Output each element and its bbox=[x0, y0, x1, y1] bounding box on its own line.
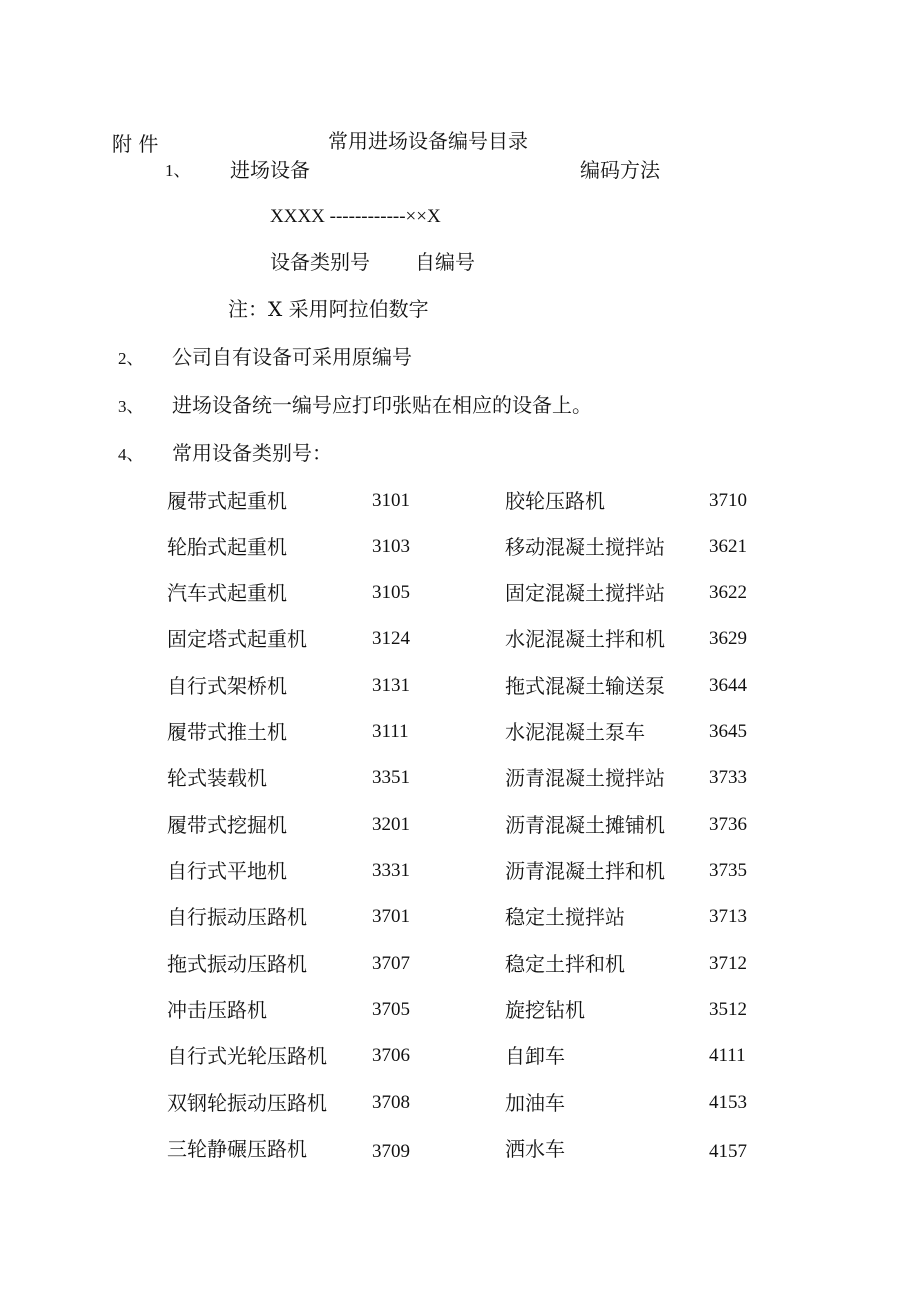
equipment-name-left: 自行式光轮压路机 bbox=[167, 1044, 327, 1068]
table-row bbox=[0, 861, 920, 907]
equipment-name-right: 拖式混凝土输送泵 bbox=[505, 674, 665, 698]
equipment-code-left: 3708 bbox=[372, 1092, 410, 1113]
equipment-name-right: 加油车 bbox=[505, 1091, 565, 1115]
equipment-name-right: 稳定土搅拌站 bbox=[505, 905, 625, 929]
equipment-code-right: 4153 bbox=[709, 1092, 747, 1113]
equipment-code-right: 4157 bbox=[709, 1141, 747, 1162]
table-row bbox=[0, 768, 920, 814]
equipment-code-left: 3111 bbox=[372, 721, 409, 742]
section-2-text: 公司自有设备可采用原编号 bbox=[172, 345, 412, 369]
equipment-name-right: 胶轮压路机 bbox=[505, 489, 605, 513]
section-1-label: 进场设备 bbox=[230, 158, 310, 182]
code-part-category: 设备类别号 bbox=[270, 250, 370, 274]
equipment-code-left: 3103 bbox=[372, 536, 410, 557]
equipment-name-left: 三轮静碾压路机 bbox=[167, 1137, 307, 1161]
attachment-label: 附 件 bbox=[112, 132, 159, 156]
equipment-code-right: 3621 bbox=[709, 536, 747, 557]
equipment-code-left: 3706 bbox=[372, 1045, 410, 1066]
equipment-code-left: 3705 bbox=[372, 999, 410, 1020]
table-row bbox=[0, 1139, 920, 1185]
equipment-code-right: 3512 bbox=[709, 999, 747, 1020]
equipment-name-right: 旋挖钻机 bbox=[505, 998, 585, 1022]
table-row bbox=[0, 491, 920, 537]
equipment-code-right: 3712 bbox=[709, 953, 747, 974]
table-row bbox=[0, 722, 920, 768]
equipment-name-right: 水泥混凝土拌和机 bbox=[505, 627, 665, 651]
equipment-name-left: 履带式起重机 bbox=[167, 489, 287, 513]
equipment-name-left: 汽车式起重机 bbox=[167, 581, 287, 605]
equipment-code-left: 3124 bbox=[372, 628, 410, 649]
equipment-name-left: 拖式振动压路机 bbox=[167, 952, 307, 976]
table-row bbox=[0, 907, 920, 953]
equipment-name-left: 轮胎式起重机 bbox=[167, 535, 287, 559]
equipment-name-left: 自行式平地机 bbox=[167, 859, 287, 883]
section-1-label-right: 编码方法 bbox=[580, 158, 660, 182]
table-row bbox=[0, 954, 920, 1000]
page-title: 常用进场设备编号目录 bbox=[328, 129, 528, 153]
table-row bbox=[0, 676, 920, 722]
equipment-name-left: 自行式架桥机 bbox=[167, 674, 287, 698]
equipment-code-right: 4111 bbox=[709, 1045, 746, 1066]
equipment-name-right: 固定混凝土搅拌站 bbox=[505, 581, 665, 605]
equipment-code-left: 3351 bbox=[372, 767, 410, 788]
equipment-name-left: 自行振动压路机 bbox=[167, 905, 307, 929]
equipment-name-right: 沥青混凝土搅拌站 bbox=[505, 766, 665, 790]
section-4-text: 常用设备类别号： bbox=[172, 441, 332, 465]
equipment-name-left: 双钢轮振动压路机 bbox=[167, 1091, 327, 1115]
equipment-code-left: 3101 bbox=[372, 490, 410, 511]
section-3-text: 进场设备统一编号应打印张贴在相应的设备上。 bbox=[172, 393, 592, 417]
equipment-name-left: 履带式推土机 bbox=[167, 720, 287, 744]
equipment-code-right: 3644 bbox=[709, 675, 747, 696]
equipment-name-left: 轮式装载机 bbox=[167, 766, 267, 790]
equipment-code-left: 3131 bbox=[372, 675, 410, 696]
table-row bbox=[0, 1000, 920, 1046]
section-4-number: 4、 bbox=[118, 445, 144, 464]
equipment-code-left: 3701 bbox=[372, 906, 410, 927]
equipment-code-right: 3645 bbox=[709, 721, 747, 742]
equipment-code-right: 3713 bbox=[709, 906, 747, 927]
equipment-name-right: 沥青混凝土拌和机 bbox=[505, 859, 665, 883]
equipment-name-right: 移动混凝土搅拌站 bbox=[505, 535, 665, 559]
table-row bbox=[0, 1093, 920, 1139]
equipment-code-right: 3733 bbox=[709, 767, 747, 788]
equipment-name-right: 水泥混凝土泵车 bbox=[505, 720, 645, 744]
section-3-number: 3、 bbox=[118, 397, 144, 416]
code-part-own: 自编号 bbox=[415, 250, 475, 274]
equipment-name-left: 固定塔式起重机 bbox=[167, 627, 307, 651]
table-row bbox=[0, 537, 920, 583]
equipment-code-right: 3710 bbox=[709, 490, 747, 511]
equipment-code-left: 3201 bbox=[372, 814, 410, 835]
table-row bbox=[0, 629, 920, 675]
equipment-code-right: 3736 bbox=[709, 814, 747, 835]
section-1-number: 1、 bbox=[165, 161, 191, 180]
equipment-code-right: 3622 bbox=[709, 582, 747, 603]
equipment-code-left: 3331 bbox=[372, 860, 410, 881]
section-2-number: 2、 bbox=[118, 349, 144, 368]
equipment-name-right: 自卸车 bbox=[505, 1044, 565, 1068]
equipment-name-right: 沥青混凝土摊铺机 bbox=[505, 813, 665, 837]
equipment-name-right: 稳定土拌和机 bbox=[505, 952, 625, 976]
table-row bbox=[0, 815, 920, 861]
code-format: XXXX ------------××X bbox=[270, 206, 441, 227]
equipment-name-left: 冲击压路机 bbox=[167, 998, 267, 1022]
equipment-code-left: 3709 bbox=[372, 1141, 410, 1162]
equipment-code-right: 3629 bbox=[709, 628, 747, 649]
table-row bbox=[0, 1046, 920, 1092]
section-1-note: 注：X 采用阿拉伯数字 bbox=[228, 297, 429, 321]
equipment-code-left: 3105 bbox=[372, 582, 410, 603]
equipment-name-left: 履带式挖掘机 bbox=[167, 813, 287, 837]
equipment-name-right: 洒水车 bbox=[505, 1137, 565, 1161]
equipment-code-right: 3735 bbox=[709, 860, 747, 881]
equipment-code-left: 3707 bbox=[372, 953, 410, 974]
table-row bbox=[0, 583, 920, 629]
